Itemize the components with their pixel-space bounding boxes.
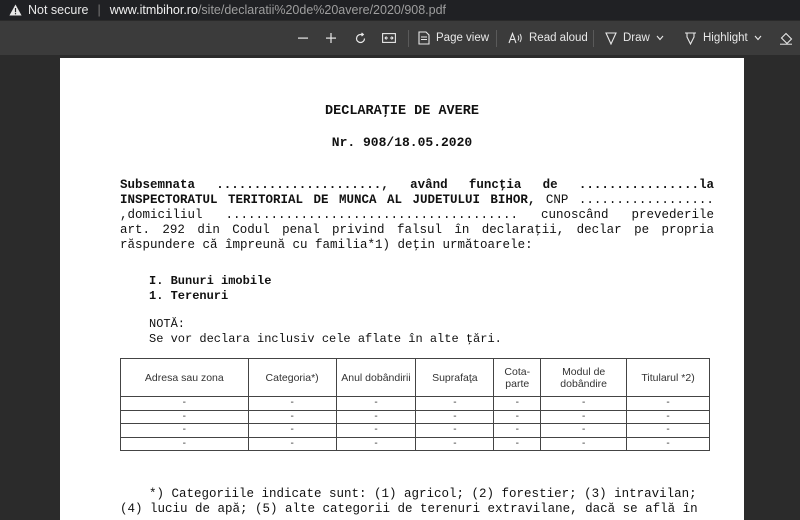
table-row [121, 410, 710, 424]
toolbar-divider [593, 30, 594, 47]
table-cell: - [541, 424, 627, 438]
table-cell: - [121, 410, 249, 424]
fit-page-button[interactable] [382, 21, 396, 55]
table-cell: - [248, 424, 336, 438]
table-cell: - [627, 397, 710, 411]
column-header: Modul de dobândire [541, 359, 627, 397]
pdf-toolbar [0, 20, 800, 56]
document-title: DECLARAŢIE DE AVERE [325, 104, 479, 119]
rotate-button[interactable] [354, 21, 367, 55]
table-cell: - [416, 410, 494, 424]
column-header: Categoria*) [248, 359, 336, 397]
plus-icon [325, 32, 337, 44]
zoom-in-button[interactable] [325, 21, 337, 55]
table-row [121, 437, 710, 451]
table-cell: - [494, 437, 541, 451]
url-host: www.itmbihor.ro [109, 3, 198, 17]
table-cell: - [541, 410, 627, 424]
chevron-down-icon[interactable] [754, 35, 762, 41]
table-cell: - [248, 410, 336, 424]
table-cell: - [494, 397, 541, 411]
table-cell: - [416, 437, 494, 451]
footnote-text: (4) luciu de apă; (5) alte categorii de terenuri extravilane, dacă se află în [120, 502, 698, 516]
table-cell: - [494, 410, 541, 424]
intro-paragraph [120, 178, 714, 253]
table-cell: - [121, 424, 249, 438]
chevron-down-icon[interactable] [656, 35, 664, 41]
table-row [121, 424, 710, 438]
highlight-button[interactable] [684, 21, 762, 55]
table-cell: - [336, 410, 416, 424]
eraser-icon [779, 32, 793, 45]
highlight-label: Highlight [703, 32, 748, 44]
fit-width-icon [382, 32, 396, 44]
intro-line: art. 292 din Codul penal privind falsul în declaraţii, declar pe propria [120, 223, 714, 237]
column-header: Adresa sau zona [121, 359, 249, 397]
highlight-icon [684, 32, 697, 45]
address-separator: | [97, 3, 101, 17]
table-cell: - [541, 437, 627, 451]
note-text: Se vor declara inclusiv cele aflate în alte ţări. [149, 332, 502, 346]
intro-line: Subsemnata ......................, având funcţia de ................la [120, 178, 714, 192]
intro-line: INSPECTORATUL TERITORIAL DE MUNCA AL JUDETULUI BIHOR, CNP .................. [120, 193, 714, 207]
table-cell: - [627, 437, 710, 451]
read-aloud-label: Read aloud [529, 32, 588, 44]
column-header: Titularul *2) [627, 359, 710, 397]
minus-icon [297, 32, 309, 44]
column-header: Cota-parte [494, 359, 541, 397]
toolbar-divider [408, 30, 409, 47]
read-aloud-button[interactable] [508, 21, 588, 55]
table-cell: - [121, 437, 249, 451]
table-cell: - [541, 397, 627, 411]
document-number: Nr. 908/18.05.2020 [331, 135, 473, 150]
zoom-out-button[interactable] [297, 21, 309, 55]
url-text[interactable] [110, 3, 446, 17]
table-cell: - [336, 397, 416, 411]
column-header: Suprafaţa [416, 359, 494, 397]
table-cell: - [494, 424, 541, 438]
land-table [120, 358, 710, 451]
toolbar-divider [496, 30, 497, 47]
table-cell: - [627, 410, 710, 424]
footnote-text: *) Categoriile indicate sunt: (1) agricol; (2) forestier; (3) intravilan; [149, 487, 697, 501]
column-header: Anul dobândirii [336, 359, 416, 397]
draw-button[interactable] [605, 21, 664, 55]
table-cell: - [248, 437, 336, 451]
table-cell: - [121, 397, 249, 411]
table-row [121, 397, 710, 411]
draw-label: Draw [623, 32, 650, 44]
subsection-heading: 1. Terenuri [149, 289, 229, 303]
note-label: NOTĂ: [149, 317, 186, 331]
section-heading: I. Bunuri imobile [149, 274, 272, 288]
page-view-label: Page view [436, 32, 490, 44]
page-view-button[interactable] [418, 21, 489, 55]
table-cell: - [627, 424, 710, 438]
draw-icon [605, 32, 617, 45]
erase-button[interactable] [779, 21, 793, 55]
table-cell: - [336, 437, 416, 451]
table-header-row [121, 359, 710, 397]
url-path: /site/declaratii%20de%20avere/2020/908.pdf [197, 3, 447, 17]
read-aloud-icon [508, 32, 523, 44]
address-bar[interactable] [0, 0, 800, 20]
pdf-viewer[interactable] [0, 55, 800, 520]
rotate-icon [354, 32, 367, 45]
page-view-icon [418, 31, 430, 45]
table-cell: - [248, 397, 336, 411]
intro-line: ,domiciliul ....................................... cunoscând prevederile [120, 208, 714, 222]
intro-line: răspundere că împreună cu familia*1) deţin următoarele: [120, 238, 533, 252]
table-cell: - [336, 424, 416, 438]
table-cell: - [416, 397, 494, 411]
security-label[interactable]: Not secure [28, 3, 89, 17]
table-cell: - [416, 424, 494, 438]
pdf-page [60, 58, 744, 520]
warning-icon[interactable] [8, 3, 22, 17]
